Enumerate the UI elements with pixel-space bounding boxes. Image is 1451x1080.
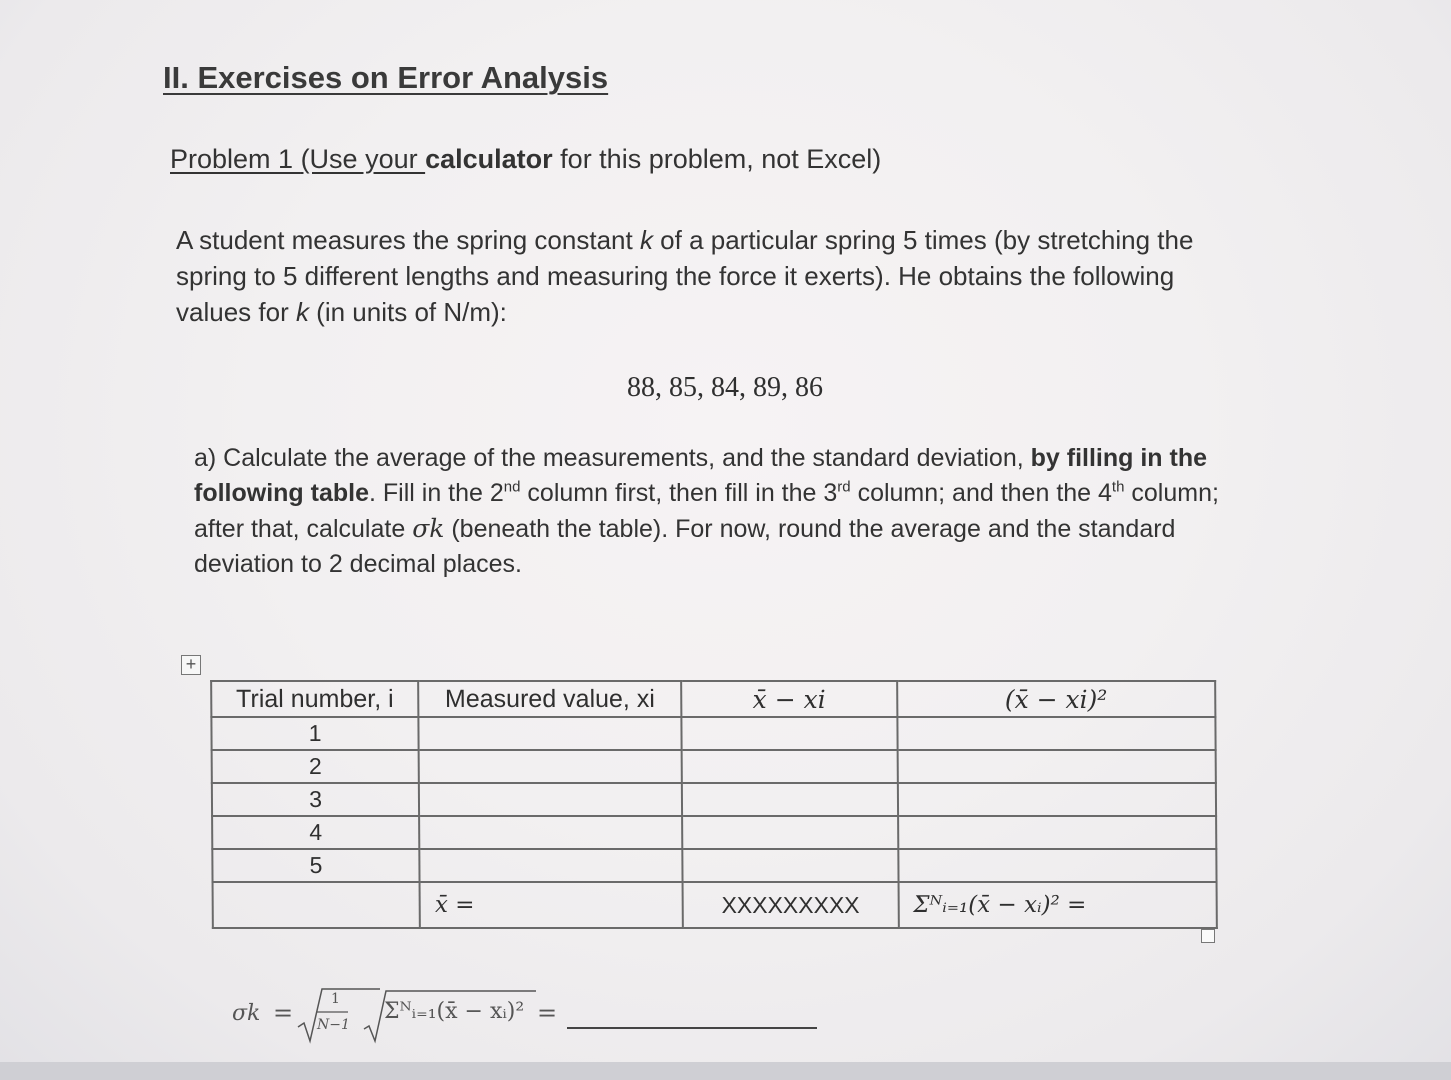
answer-blank-line[interactable] — [567, 1027, 817, 1029]
header-trial-number: Trial number, i — [211, 681, 418, 717]
part-a-sup-nd: nd — [503, 478, 521, 496]
squared-difference-cell[interactable] — [897, 783, 1216, 816]
squared-difference-cell[interactable] — [897, 717, 1216, 750]
part-a-sup-rd: rd — [837, 478, 851, 496]
part-a-text-2: . Fill in the 2 — [369, 479, 504, 507]
trial-number-cell: 4 — [212, 816, 419, 849]
problem-title — [170, 144, 881, 175]
difference-cell[interactable] — [682, 750, 898, 783]
problem-note-suffix: for this problem, not Excel) — [552, 144, 882, 174]
header-squared-difference: (x̄ − xi)² — [897, 681, 1216, 717]
header-measured-value — [418, 681, 681, 717]
part-a-text-4: column; and then the 4 — [850, 479, 1112, 507]
error-analysis-table — [210, 680, 1218, 929]
formula-equals-2: = — [537, 999, 558, 1027]
part-a-text-3: column first, then fill in the 3 — [520, 479, 838, 507]
table-header-row — [211, 681, 1215, 717]
header-difference: x̄ − xi — [681, 681, 897, 717]
part-a-bold: by filling in the following table — [194, 444, 1208, 507]
trial-number-cell: 2 — [212, 750, 419, 783]
squared-difference-cell[interactable] — [897, 750, 1216, 783]
measured-value-cell[interactable] — [419, 849, 682, 882]
part-a-sigma-k: σk — [412, 514, 445, 543]
table-row — [212, 849, 1216, 882]
part-a-text-5: column; after that, calculate — [194, 479, 1219, 543]
table-row — [211, 717, 1215, 750]
trial-number-cell: 1 — [211, 717, 418, 750]
placeholder-cell: XXXXXXXXX — [683, 882, 899, 928]
sum-squares-cell[interactable]: Σᴺᵢ₌₁(x̄ − xᵢ)² = — [898, 882, 1217, 928]
measured-value-cell[interactable] — [419, 750, 682, 783]
header-measured-text: Measured value, xi — [444, 684, 655, 713]
formula-fraction-denominator: N−1 — [317, 1017, 350, 1033]
measured-value-cell[interactable] — [419, 717, 682, 750]
statement-text-3: (in units of N/m): — [308, 297, 507, 327]
difference-cell[interactable] — [682, 783, 898, 816]
trial-number-cell: 5 — [212, 849, 419, 882]
formula-fraction-numerator: 1 — [331, 991, 340, 1007]
statement-text-2: of a particular spring 5 times (by stretching the spring to 5 different lengths and measuring the force it exerts). He obtains the following values for — [176, 225, 1194, 327]
table-row — [212, 783, 1216, 816]
section-heading: II. Exercises on Error Analysis — [163, 60, 609, 95]
table-row — [212, 750, 1216, 783]
statement-k-symbol-1: k — [639, 225, 653, 255]
formula-equals: = — [273, 999, 294, 1027]
mean-cell[interactable]: x̄ = — [420, 882, 683, 928]
part-a-text-1: a) Calculate the average of the measurements, and the standard deviation, — [194, 444, 1031, 472]
statement-text-1: A student measures the spring constant — [176, 225, 640, 255]
difference-cell[interactable] — [682, 816, 898, 849]
measurement-values: 88, 85, 84, 89, 86 — [627, 372, 823, 403]
summary-row — [213, 882, 1217, 928]
part-a-text-6: (beneath the table). For now, round the average and the standard deviation to 2 decimal places. — [194, 515, 1176, 578]
trial-number-cell: 3 — [212, 783, 419, 816]
problem-label: Problem 1 — [170, 144, 301, 174]
table-move-handle-icon[interactable]: + — [181, 655, 201, 675]
table-resize-handle-icon[interactable] — [1201, 929, 1215, 943]
measured-value-cell[interactable] — [419, 783, 682, 816]
page-bottom-edge — [0, 1062, 1451, 1080]
squared-difference-cell[interactable] — [898, 849, 1217, 882]
problem-statement — [176, 222, 1236, 330]
squared-difference-cell[interactable] — [898, 816, 1217, 849]
problem-note-prefix: (Use your — [300, 144, 426, 174]
summary-empty-cell — [213, 882, 421, 928]
statement-k-symbol-2: k — [295, 297, 309, 327]
measured-value-cell[interactable] — [419, 816, 682, 849]
formula-sum-expression: Σᴺᵢ₌₁(x̄ − xᵢ)² — [384, 999, 525, 1024]
difference-cell[interactable] — [682, 849, 898, 882]
part-a-instructions — [194, 441, 1239, 582]
problem-note-bold: calculator — [425, 144, 553, 174]
formula-sigma-k: σk — [232, 1001, 261, 1026]
part-a-sup-th: th — [1111, 478, 1125, 496]
table-row — [212, 816, 1216, 849]
difference-cell[interactable] — [682, 717, 898, 750]
